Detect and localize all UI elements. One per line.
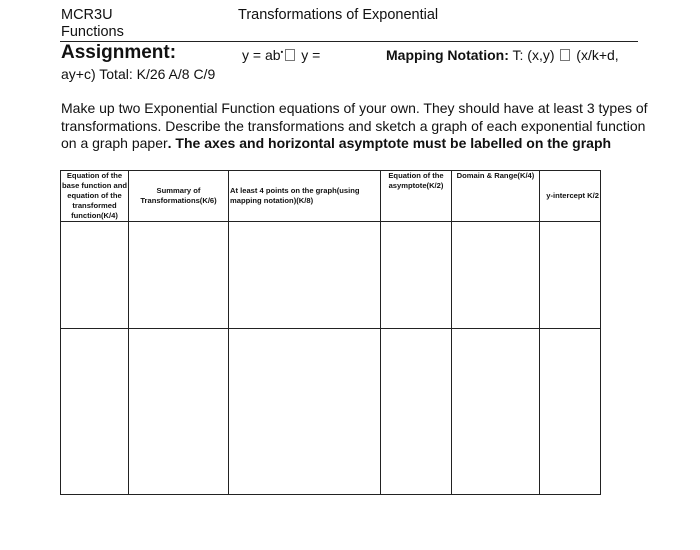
- mapping-left: T: (x,y): [508, 47, 559, 63]
- mapping-label: Mapping Notation:: [386, 47, 509, 63]
- table-cell[interactable]: [129, 222, 229, 329]
- column-header-points: At least 4 points on the graph(using mapping notation)(K/8): [229, 171, 381, 222]
- equation-prefix: y = ab: [242, 47, 281, 63]
- column-header-summary: Summary of Transformations(K/6): [129, 171, 229, 222]
- table-cell[interactable]: [452, 222, 540, 329]
- table-cell[interactable]: [540, 329, 601, 495]
- total-marks: Total: K/26 A/8 C/9: [99, 66, 216, 82]
- mapping-continued: ay+c): [61, 66, 96, 82]
- mapping-notation: [386, 47, 619, 63]
- table-cell[interactable]: [540, 222, 601, 329]
- course-code: MCR3U: [61, 7, 113, 23]
- table-cell[interactable]: [229, 222, 381, 329]
- table-cell[interactable]: [381, 222, 452, 329]
- subject-name: Functions: [61, 24, 124, 40]
- column-header-domain-range: Domain & Range(K/4): [452, 171, 540, 222]
- column-header-equation: Equation of the base function and equation of the transformed function(K/4): [62, 171, 127, 220]
- table-cell[interactable]: [61, 222, 129, 329]
- table-row: [61, 222, 601, 329]
- unit-title: Transformations of Exponential: [238, 7, 439, 23]
- instructions-paragraph: [61, 100, 651, 153]
- exponent-dot: •: [280, 47, 284, 57]
- mapping-right: (x/k+d,: [572, 47, 619, 63]
- table-cell[interactable]: [381, 329, 452, 495]
- missing-glyph-icon: [560, 49, 570, 61]
- table-row: [61, 329, 601, 495]
- equation-middle: y =: [297, 47, 321, 63]
- column-header-y-intercept: y-intercept K/2: [540, 171, 601, 222]
- column-header-asymptote: Equation of the asymptote(K/2): [381, 171, 452, 222]
- mapping-and-total: [61, 66, 215, 82]
- table-cell[interactable]: [229, 329, 381, 495]
- instructions-text: Make up two Exponential Function equations of your own. They should have at least 3 types of transformations. Describe the transformations and sketch a graph of each exponential function on a graph paper: [61, 100, 648, 151]
- table-header-row: [61, 171, 601, 222]
- assignment-table: [60, 170, 601, 495]
- equation-template: [242, 47, 320, 63]
- table-cell[interactable]: [61, 329, 129, 495]
- table-cell[interactable]: [452, 329, 540, 495]
- instructions-emphasis: . The axes and horizontal asymptote must be labelled on the graph: [167, 135, 612, 151]
- assignment-heading: Assignment:: [61, 42, 177, 63]
- missing-glyph-icon: [285, 49, 295, 61]
- table-cell[interactable]: [129, 329, 229, 495]
